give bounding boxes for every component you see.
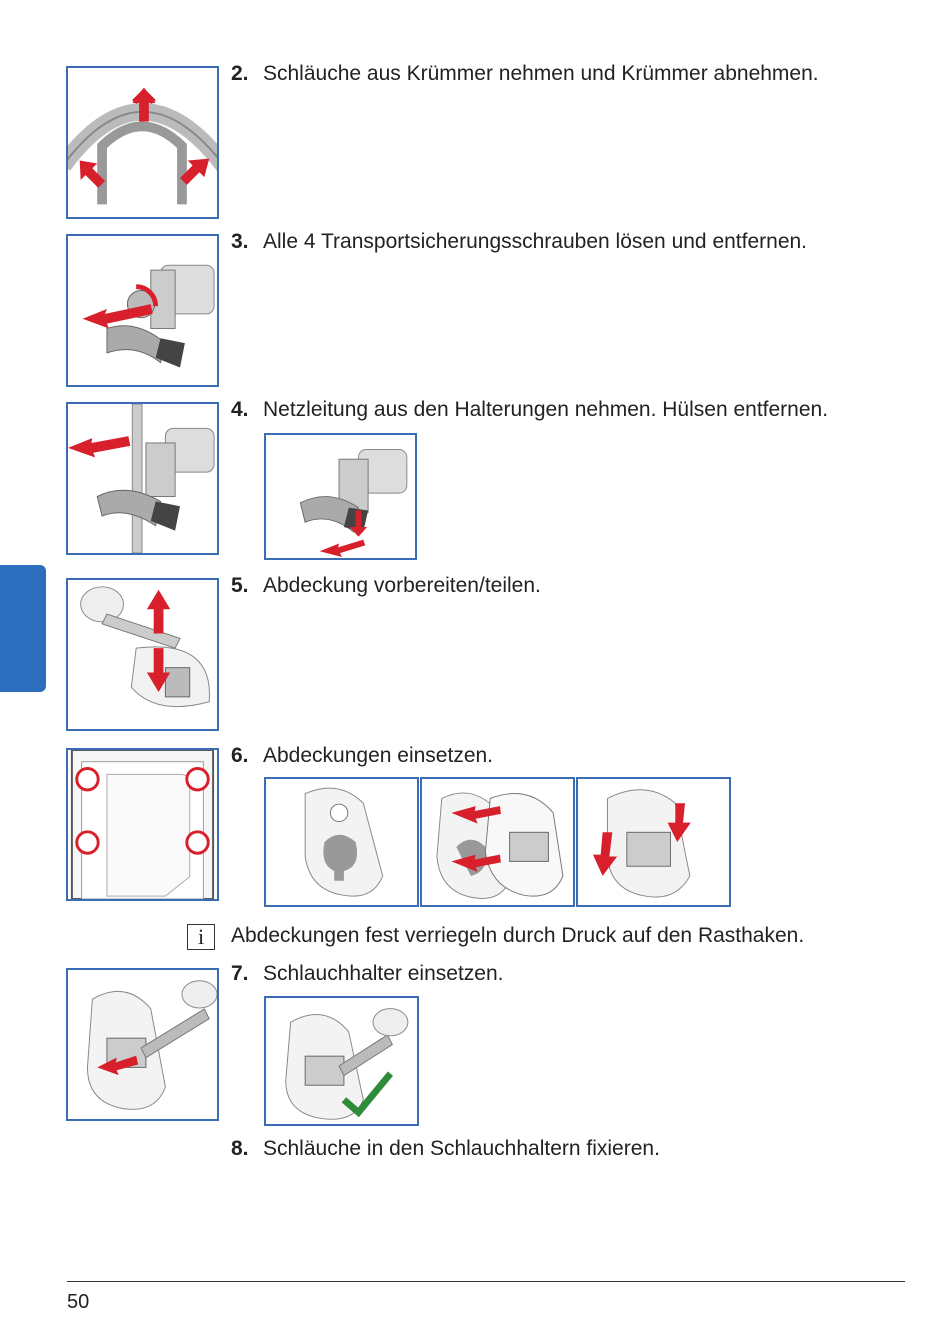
note-text: Abdeckungen fest verriegeln durch Druck auf den Rasthaken. xyxy=(231,924,805,947)
page-number: 50 xyxy=(67,1291,90,1313)
chapter-tab xyxy=(0,565,46,692)
step-text: Abdeckung vorbereiten/teilen. xyxy=(263,574,541,597)
step-number: 5. xyxy=(231,574,249,597)
figure-step-4b xyxy=(264,433,417,560)
info-icon: i xyxy=(187,924,215,950)
step-number: 3. xyxy=(231,230,249,253)
step-text: Alle 4 Transportsicherungsschrauben lösen und entfernen. xyxy=(263,230,808,253)
figure-step-4a xyxy=(66,402,219,555)
step-text: Schläuche in den Schlauchhaltern fixieren. xyxy=(263,1137,660,1160)
step-number: 7. xyxy=(231,962,249,985)
figure-step-6d xyxy=(576,777,731,907)
figure-step-6b xyxy=(264,777,419,907)
figure-step-7b xyxy=(264,996,419,1126)
figure-step-7a xyxy=(66,968,219,1121)
step-text: Netzleitung aus den Halterungen nehmen. Hülsen entfernen. xyxy=(263,398,829,421)
figure-step-3 xyxy=(66,234,219,387)
step-8 xyxy=(231,1137,660,1161)
step-text: Schläuche aus Krümmer nehmen und Krümmer abnehmen. xyxy=(263,62,819,85)
figure-step-2 xyxy=(66,66,219,219)
step-6 xyxy=(231,744,493,768)
step-number: 6. xyxy=(231,744,249,767)
step-number: 4. xyxy=(231,398,249,421)
step-number: 2. xyxy=(231,62,249,85)
figure-step-6c xyxy=(420,777,575,907)
step-number: 8. xyxy=(231,1137,249,1160)
figure-step-5 xyxy=(66,578,219,731)
figure-step-6a xyxy=(66,748,219,901)
step-text: Schlauchhalter einsetzen. xyxy=(263,962,504,985)
step-4 xyxy=(231,398,828,422)
step-text: Abdeckungen einsetzen. xyxy=(263,744,494,767)
step-5 xyxy=(231,574,541,598)
step-7 xyxy=(231,962,504,986)
step-3 xyxy=(231,230,807,254)
step-2 xyxy=(231,62,819,86)
footer-rule xyxy=(67,1281,905,1282)
